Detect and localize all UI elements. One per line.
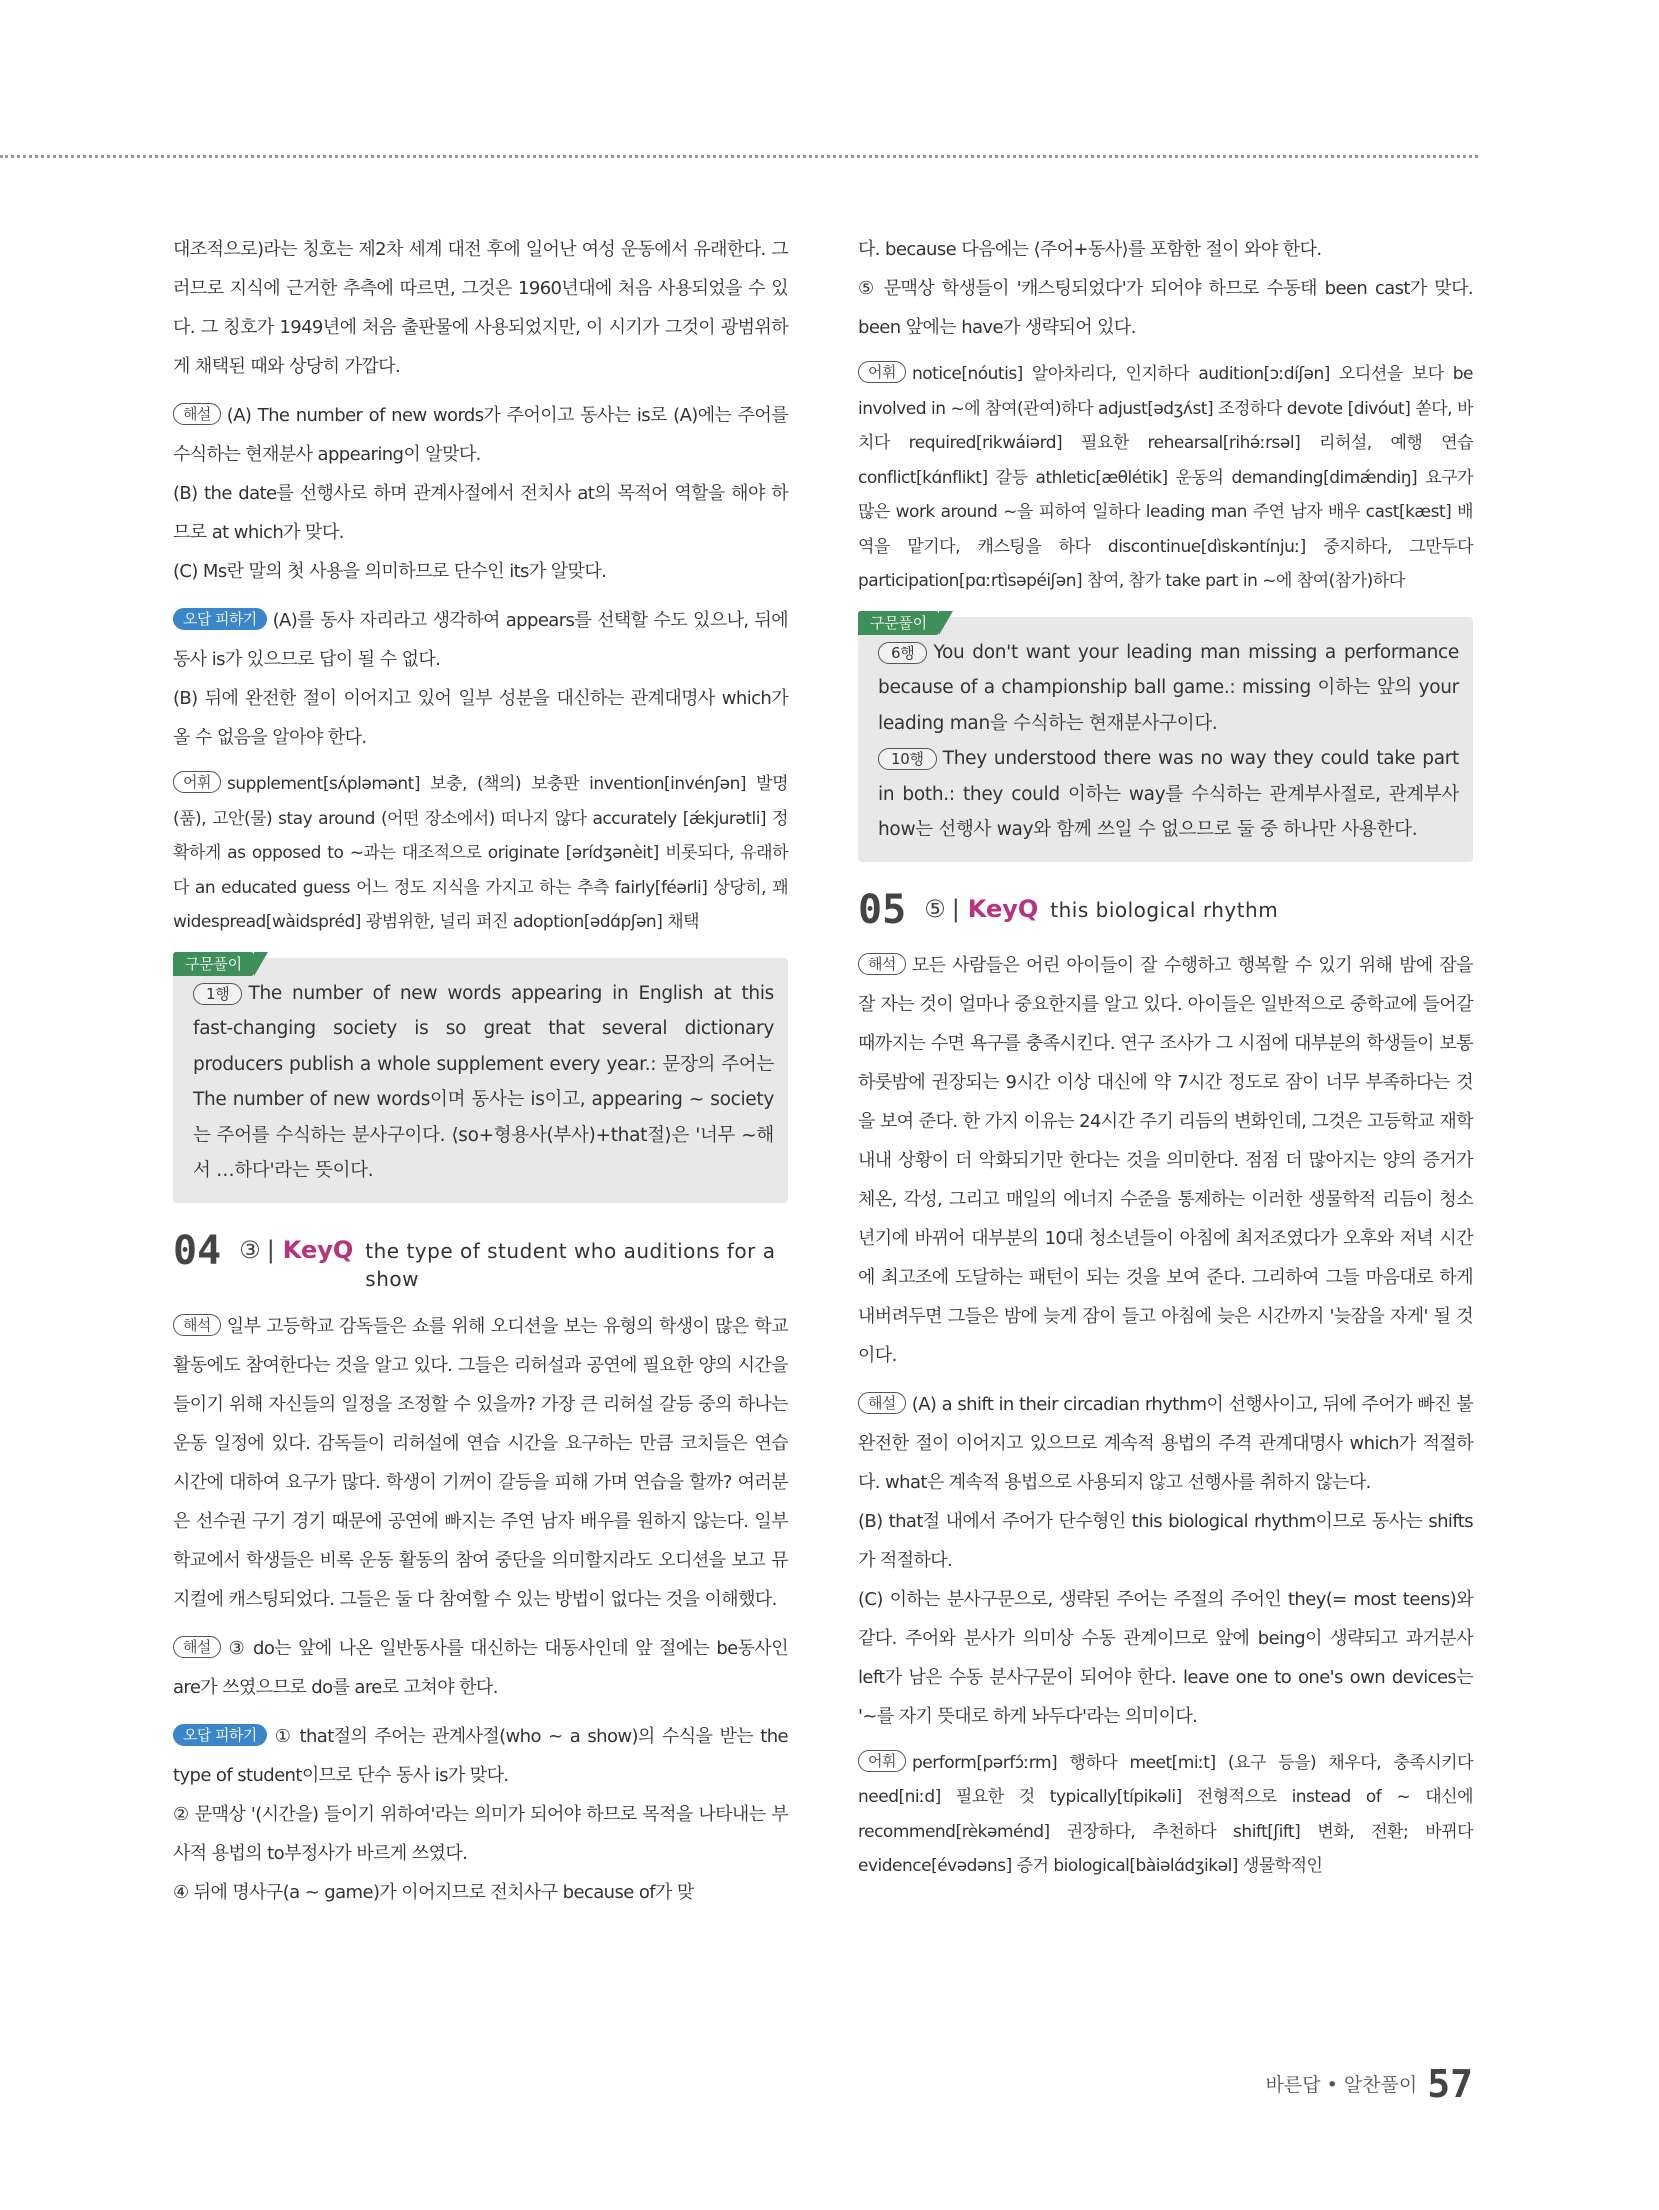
syntax-text: They understood there was no way they could take part in both.: they could 이하는 way를 수식하는 관계부사절로, 관계부사 how는 선행사 way와 함께 쓰일 수 없으므로 둘 중 하나만 사용한다. (878, 748, 1459, 840)
intro-paragraph: 대조적으로)라는 칭호는 제2차 세계 대전 후에 일어난 여성 운동에서 유래한다. 그러므로 지식에 근거한 추측에 따르면, 그것은 1960년대에 처음 사용되었을 수 있다. 그 칭호가 1949년에 처음 출판물에 사용되었지만, 이 시기가 그것이 광범위하게 채택된 때와 상당히 가깝다. (173, 239, 788, 377)
right-column (858, 230, 1473, 1894)
continued-line: 다. because 다음에는 ⟨주어+동사⟩를 포함한 절이 와야 한다. (858, 239, 1322, 260)
line-number-badge: 6행 (878, 642, 927, 664)
syntax-tag: 구문풀이 (173, 952, 254, 976)
separator: | (266, 1235, 275, 1264)
wrong-answer-04-2: ② 문맥상 '(시간을) 들이기 위하여'라는 의미가 되어야 하므로 목적을 나타내는 부사적 용법의 to부정사가 바르게 쓰였다. (173, 1803, 788, 1864)
vocabulary-list: 어휘 perform[pərfɔ́ːrm] 행하다 meet[miːt] (요구 등을) 채우다, 충족시키다 need[niːd] 필요한 것 typically[típikəli] 전형적으로 instead of ~ 대신에 recommend[rèkəménd] 권장하다, 추천하다 shift[ʃift] 변화, 전환; 바뀌다 evidence[évədəns] 증거 biological[bàiəlɑ́dʒikəl] 생물학적인 (858, 1751, 1473, 1876)
continued-item-5: ⑤ 문맥상 학생들이 '캐스팅되었다'가 되어야 하므로 수동태 been cast가 맞다. been 앞에는 have가 생략되어 있다. (858, 278, 1473, 338)
wrong-answer-tag: 오답 피하기 (173, 608, 267, 630)
syntax-text: The number of new words appearing in English at this fast-changing society is so great that several dictionary producers publish a whole supplement every year.: 문장의 주어는 The number of new words이며 동사는 is이고, appearing ~ society는 주어를 수식하는 분사구이다. ⟨so+형용사(부사)+that절⟩은 '너무 ~해서 …하다'라는 뜻이다. (193, 982, 774, 1181)
explanation-04: 해설 ③ do는 앞에 나온 일반동사를 대신하는 대동사인데 앞 절에는 be동사인 are가 쓰였으므로 do를 are로 고쳐야 한다. (173, 1637, 788, 1698)
footer-title: 바른답 • 알찬풀이 (1265, 2074, 1418, 2096)
page-number: 57 (1427, 2062, 1473, 2106)
explanation-c: (C) Ms란 말의 첫 사용을 의미하므로 단수인 its가 알맞다. (173, 561, 607, 582)
explanation-tag: 해설 (173, 1636, 221, 1658)
line-number-badge: 1행 (193, 983, 242, 1005)
explanation-tag: 해설 (858, 1392, 906, 1414)
wrong-answer-tag: 오답 피하기 (173, 1724, 267, 1746)
vocabulary-tag: 어휘 (858, 361, 906, 383)
separator: | (951, 894, 960, 923)
explanation-tag: 해설 (173, 403, 221, 425)
keyq-logo: KeyQ (282, 1235, 354, 1264)
line-number-badge: 10행 (878, 748, 937, 770)
vocabulary-tag: 어휘 (173, 771, 221, 793)
explanation-a: 해설 (A) The number of new words가 주어이고 동사는 is로 (A)에는 주어를 수식하는 현재분사 appearing이 알맞다. (173, 405, 788, 465)
explanation-05-a: 해설 (A) a shift in their circadian rhythm이 선행사이고, 뒤에 주어가 빠진 불완전한 절이 이어지고 있으므로 계속적 용법의 주격 관계대명사 which가 적절하다. what은 계속적 용법으로 사용되지 않고 선행사를 취하지 않는다. (858, 1393, 1473, 1493)
page-footer (1265, 2062, 1473, 2106)
keyq-text: the type of student who auditions for a show (365, 1238, 776, 1291)
vocabulary-tag: 어휘 (858, 1750, 906, 1772)
translation-tag: 해석 (858, 953, 906, 975)
explanation-b: (B) the date를 선행사로 하며 관계사절에서 전치사 at의 목적어 역할을 해야 하므로 at which가 맞다. (173, 483, 788, 543)
question-04-header (173, 1229, 788, 1293)
wrong-answer-2: (B) 뒤에 완전한 절이 이어지고 있어 일부 성분을 대신하는 관계대명사 which가 올 수 없음을 알아야 한다. (173, 688, 788, 748)
syntax-text: You don't want your leading man missing a performance because of a championship ball game.: missing 이하는 앞의 your leading man을 수식하는 현재분사구이다. (878, 641, 1459, 734)
question-number: 04 (173, 1227, 222, 1274)
translation-paragraph: 해석 일부 고등학교 감독들은 쇼를 위해 오디션을 보는 유형의 학생이 많은 학교 활동에도 참여한다는 것을 알고 있다. 그들은 리허설과 공연에 필요한 양의 시간을 들이기 위해 자신들의 일정을 조정할 수 있을까? 가장 큰 리허설 갈등 중의 하나는 운동 일정에 있다. 감독들이 리허설에 연습 시간을 요구하는 만큼 코치들은 연습 시간에 대하여 요구가 많다. 학생이 기꺼이 갈등을 피해 가며 연습을 할까? 여러분은 선수권 구기 경기 때문에 공연에 빠지는 주연 남자 배우를 원하지 않는다. 일부 학교에서 학생들은 비록 운동 활동의 참여 중단을 의미할지라도 오디션을 보고 뮤지컬에 캐스팅되었다. 그들은 둘 다 참여할 수 있는 방법이 없다는 것을 이해했다. (173, 1315, 788, 1610)
syntax-tag: 구문풀이 (858, 611, 939, 635)
top-dotted-rule (0, 155, 1478, 158)
translation-tag: 해석 (173, 1314, 221, 1336)
answer-mark: ⑤ (924, 894, 946, 923)
syntax-box (173, 954, 788, 1203)
vocabulary-list: 어휘 notice[nóutis] 알아차리다, 인지하다 audition[ɔːdíʃən] 오디션을 보다 be involved in ~에 참여(관여)하다 adjust[ədʒʌ́st] 조정하다 devote [divóut] 쏟다, 바치다 required[rikwáiərd] 필요한 rehearsal[rihə́ːrsəl] 리허설, 예행 연습 conflict[kɑ́nflikt] 갈등 athletic[æθlétik] 운동의 demanding[dimǽndiŋ] 요구가 많은 work around ~을 피하여 일하다 leading man 주연 남자 배우 cast[kæst] 배역을 맡기다, 캐스팅을 하다 discontinue[dìskəntínjuː] 중지하다, 그만두다 participation[pɑːrtìsəpéiʃən] 참여, 참가 take part in ~에 참여(참가)하다 (858, 363, 1473, 591)
wrong-answer-04-3: ④ 뒤에 명사구(a ~ game)가 이어지므로 전치사구 because of가 맞 (173, 1881, 694, 1903)
keyq-text: this biological rhythm (1050, 897, 1279, 922)
vocabulary-list: 어휘 supplement[sʌ́pləmənt] 보충, (책의) 보충판 invention[invénʃən] 발명(품), 고안(물) stay around (어떤 장소에서) 떠나지 않다 accurately [ǽkjurətli] 정확하게 as opposed to ~과는 대조적으로 originate [ərídʒənèit] 비롯되다, 유래하다 an educated guess 어느 정도 지식을 가지고 하는 추측 fairly[féərli] 상당히, 꽤 widespread[wàidspréd] 광범위한, 널리 퍼진 adoption[ədɑ́pʃən] 채택 (173, 773, 788, 932)
explanation-05-c: (C) 이하는 분사구문으로, 생략된 주어는 주절의 주어인 they(= most teens)와 같다. 주어와 분사가 의미상 수동 관계이므로 앞에 being이 생략되고 과거분사 left가 남은 수동 분사구문이 되어야 한다. leave one to one's own devices는 '~를 자기 뜻대로 하게 놔두다'라는 의미이다. (858, 1588, 1473, 1727)
question-05-header (858, 888, 1473, 932)
translation-paragraph: 해석 모든 사람들은 어린 아이들이 잘 수행하고 행복할 수 있기 위해 밤에 잠을 잘 자는 것이 얼마나 중요한지를 알고 있다. 아이들은 일반적으로 중학교에 들어갈 때까지는 수면 욕구를 충족시킨다. 연구 조사가 그 시점에 대부분의 학생들이 보통 하룻밤에 권장되는 9시간 이상 대신에 약 7시간 정도로 잠이 너무 부족하다는 것을 보여 준다. 한 가지 이유는 24시간 주기 리듬의 변화인데, 그것은 고등학교 재학 내내 상황이 더 악화되기만 한다는 것을 의미한다. 점점 더 많아지는 양의 증거가 체온, 각성, 그리고 매일의 에너지 수준을 통제하는 이러한 생물학적 리듬이 청소년기에 바뀌어 대부분의 10대 청소년들이 아침에 최저조였다가 오후와 저녁 시간에 최고조에 도달하는 패턴이 되는 것을 보여 준다. 그리하여 그들 마음대로 하게 내버려두면 그들은 밤에 늦게 잠이 들고 아침에 늦은 시간까지 '늦잠을 자게' 될 것이다. (858, 954, 1473, 1366)
wrong-answer-1: 오답 피하기 (A)를 동사 자리라고 생각하여 appears를 선택할 수도 있으나, 뒤에 동사 is가 있으므로 답이 될 수 없다. (173, 610, 788, 670)
keyq-logo: KeyQ (967, 894, 1039, 923)
syntax-box (858, 613, 1473, 862)
question-number: 05 (858, 886, 907, 933)
answer-mark: ③ (239, 1235, 261, 1264)
explanation-05-b: (B) that절 내에서 주어가 단수형인 this biological rhythm이므로 동사는 shifts가 적절하다. (858, 1510, 1473, 1571)
wrong-answer-04-1: 오답 피하기 ① that절의 주어는 관계사절(who ~ a show)의 수식을 받는 the type of student이므로 단수 동사 is가 맞다. (173, 1725, 788, 1786)
left-column (173, 230, 788, 1922)
